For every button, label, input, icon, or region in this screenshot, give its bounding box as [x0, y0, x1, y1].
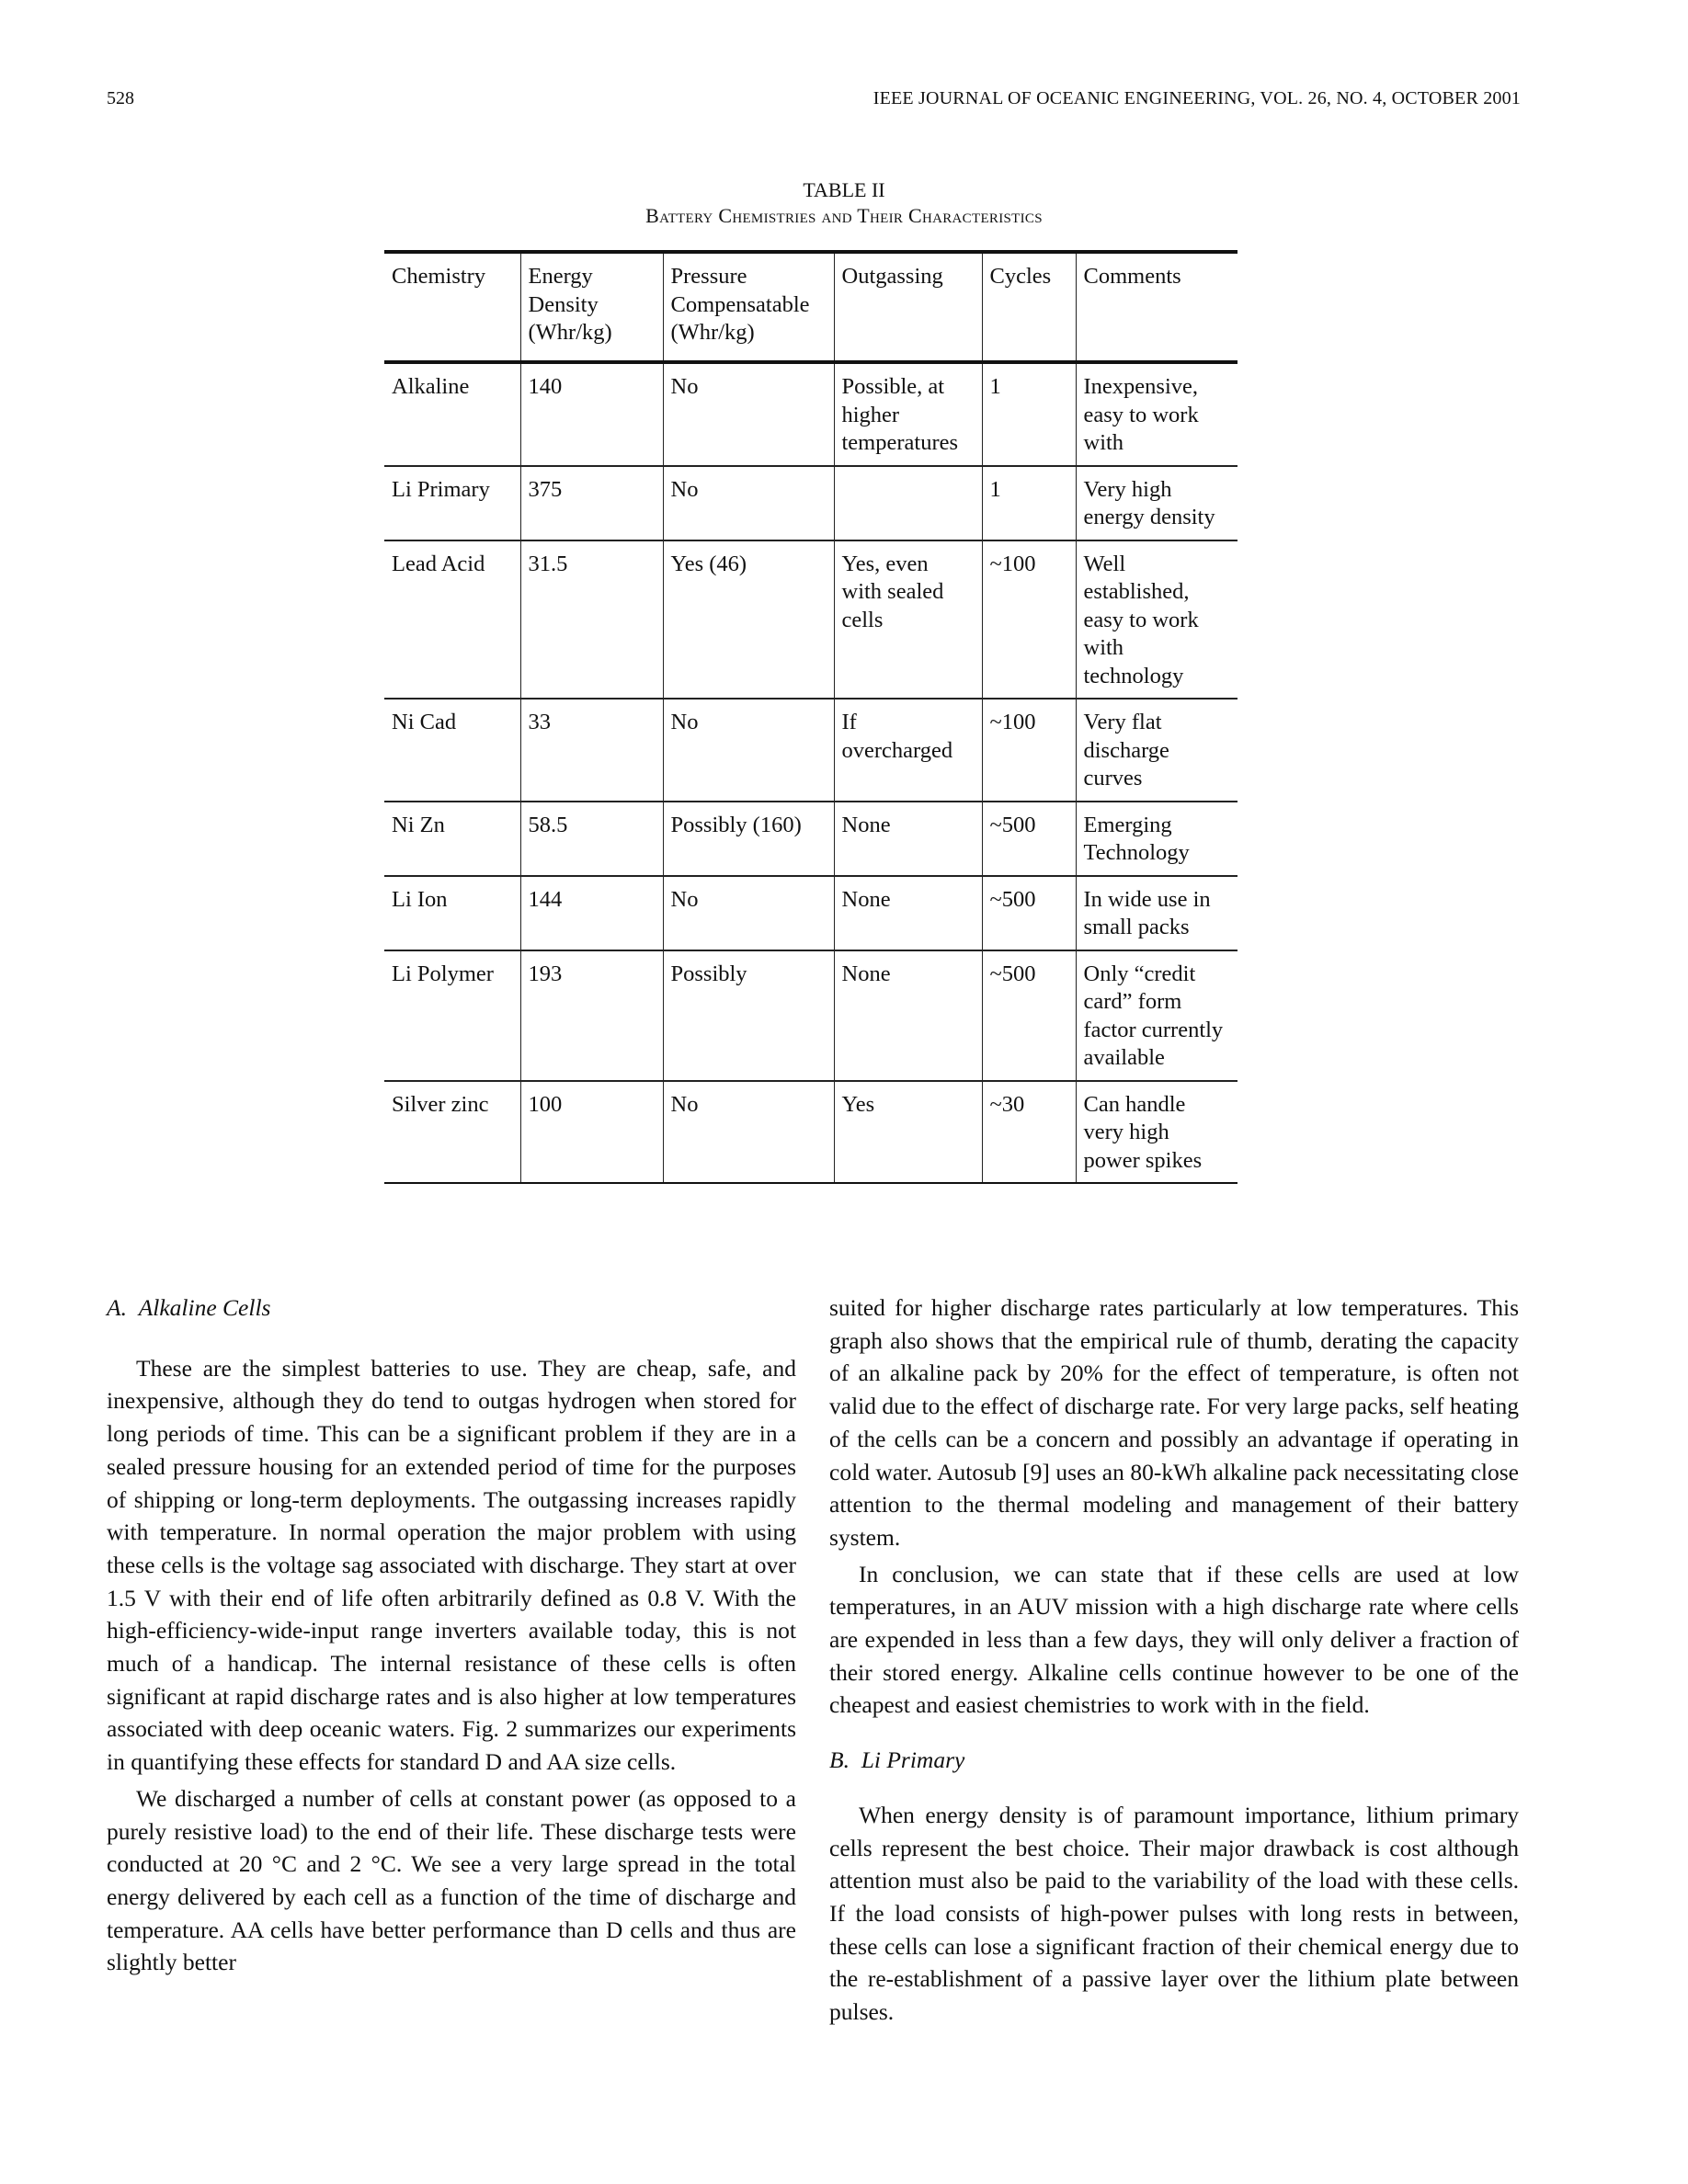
cell-pressure: Yes (46) [663, 540, 834, 700]
cell-line: available [1083, 1045, 1165, 1070]
cell-line: discharge [1083, 737, 1169, 763]
cell-pressure: Possibly (160) [663, 802, 834, 876]
cell-line: Very flat [1083, 710, 1162, 734]
column-header [834, 252, 982, 362]
paragraph: In conclusion, we can state that if these cells are used at low temperatures, in an AUV mission with a high discharge rate where cells are expended in less than a few days, they will only deliver a fraction of their stored energy. Alkaline cells continue however to be one of the cheapest and easiest chemistries to work with in the field. [829, 1560, 1519, 1719]
cell-outgassing [834, 1081, 982, 1184]
cell-line: power spikes [1083, 1147, 1203, 1173]
cell-comments [1076, 876, 1237, 950]
cell-line: In wide use in [1083, 886, 1211, 912]
table-row [384, 699, 1237, 802]
table-row [384, 540, 1237, 700]
cell-pressure: No [663, 1081, 834, 1184]
column-header [1076, 252, 1237, 362]
cell-comments [1076, 699, 1237, 802]
cell-energy: 140 [520, 362, 663, 466]
cell-energy: 100 [520, 1081, 663, 1184]
column-header-line: Cycles [989, 264, 1052, 289]
cell-line: None [841, 812, 891, 837]
cell-chemistry: Li Ion [384, 876, 520, 950]
cell-line: None [841, 961, 891, 986]
cell-line: energy density [1083, 505, 1215, 529]
table-row [384, 950, 1237, 1081]
cell-line: Inexpensive, [1083, 374, 1198, 399]
column-header-line: Compensatable [670, 291, 810, 317]
paragraph: These are the simplest batteries to use. They are cheap, safe, and inexpensive, although they do tend to outgas hydrogen when stored for long periods of time. This can be a significant problem if they are in a sealed pressure housing for an extended period of time for the purposes of shipping or long-term deployments. The outgassing increases rapidly with temperature. In normal operation the major problem with using these cells is the voltage sag associated with discharge. They start at over 1.5 V with their end of life often arbitrarily defined as 0.8 V. With the high-efficiency-wide-input range inverters available today, this is not much of a handicap. The internal resistance of these cells is often significant at rapid discharge rates and is also higher at low temperatures associated with deep oceanic waters. Fig. 2 summarizes our experiments in quantifying these effects for standard D and AA size cells. [107, 1354, 796, 1776]
cell-outgassing [834, 950, 982, 1081]
cell-outgassing [834, 466, 982, 540]
cell-cycles: ~30 [982, 1081, 1076, 1184]
cell-cycles: ~500 [982, 950, 1076, 1081]
table-body [384, 362, 1237, 1183]
cell-line: Very high [1083, 476, 1172, 502]
cell-chemistry: Silver zinc [384, 1081, 520, 1184]
column-header-line: Chemistry [392, 264, 486, 289]
column-header [663, 252, 834, 362]
table-row [384, 466, 1237, 540]
cell-line: with [1083, 430, 1124, 455]
cell-line: Only “credit [1083, 961, 1196, 986]
cell-cycles: 1 [982, 466, 1076, 540]
cell-pressure: No [663, 876, 834, 950]
cell-chemistry: Ni Cad [384, 699, 520, 802]
column-header-line: Pressure [670, 264, 747, 289]
cell-line: established, [1083, 579, 1190, 604]
cell-line: Well [1083, 551, 1126, 576]
cell-line: Technology [1083, 840, 1190, 865]
table-row [384, 876, 1237, 950]
cell-line: If [841, 710, 857, 734]
table-row [384, 802, 1237, 876]
page-number: 528 [107, 88, 134, 108]
column-header [982, 252, 1076, 362]
paragraph: suited for higher discharge rates particularly at low temperatures. This graph also shows that the empirical rule of thumb, derating the capacity of an alkaline pack by 20% for the effect of temperature, is often not valid due to the effect of discharge rate. For very large packs, self heating of the cells can be a concern and possibly an advantage if operating in cold water. Autosub [9] uses an 80-kWh alkaline pack necessitating close attention to the thermal modeling and management of their battery system. [829, 1294, 1519, 1551]
cell-cycles: ~500 [982, 802, 1076, 876]
cell-line: Yes, even [841, 551, 929, 576]
cell-comments [1076, 466, 1237, 540]
cell-energy: 31.5 [520, 540, 663, 700]
cell-line: higher [841, 402, 900, 427]
cell-energy: 193 [520, 950, 663, 1081]
running-header: IEEE JOURNAL OF OCEANIC ENGINEERING, VOL. 26, NO. 4, OCTOBER 2001 [873, 88, 1521, 108]
left-column [107, 1291, 796, 1979]
cell-comments [1076, 362, 1237, 466]
cell-pressure: No [663, 466, 834, 540]
cell-line: curves [1083, 766, 1143, 791]
cell-line: easy to work [1083, 402, 1199, 427]
cell-line: Can handle [1083, 1091, 1186, 1117]
cell-chemistry: Ni Zn [384, 802, 520, 876]
cell-line: with sealed [841, 579, 944, 604]
cell-line: overcharged [841, 737, 953, 763]
section-heading-alkaline: A. Alkaline Cells [107, 1294, 271, 1321]
cell-line: card” form [1083, 989, 1182, 1014]
cell-energy: 33 [520, 699, 663, 802]
cell-outgassing [834, 362, 982, 466]
cell-chemistry: Li Primary [384, 466, 520, 540]
column-header [520, 252, 663, 362]
column-header-line: Comments [1083, 264, 1181, 289]
paragraph: We discharged a number of cells at constant power (as opposed to a purely resistive load) to the end of their life. These discharge tests were conducted at 20 °C and 2 °C. We see a very large spread in the total energy delivered by each cell as a function of the time of discharge and temperature. AA cells have better performance than D cells and thus are slightly better [107, 1784, 796, 1976]
cell-cycles: ~100 [982, 540, 1076, 700]
column-header-line: (Whr/kg) [670, 320, 755, 345]
cell-chemistry: Lead Acid [384, 540, 520, 700]
cell-cycles: 1 [982, 362, 1076, 466]
cell-outgassing [834, 540, 982, 700]
table-row [384, 1081, 1237, 1184]
column-header [384, 252, 520, 362]
cell-line: Emerging [1083, 812, 1172, 837]
cell-line: temperatures [841, 430, 959, 455]
cell-line: Possible, at [841, 374, 945, 399]
cell-pressure: No [663, 699, 834, 802]
table-row [384, 362, 1237, 466]
column-header-line: Density [528, 291, 599, 317]
cell-line: small packs [1083, 915, 1190, 939]
cell-pressure: No [663, 362, 834, 466]
table-header-row [384, 252, 1237, 362]
cell-energy: 58.5 [520, 802, 663, 876]
cell-chemistry: Li Polymer [384, 950, 520, 1081]
cell-line: easy to work [1083, 607, 1199, 632]
cell-line: very high [1083, 1120, 1169, 1144]
cell-comments [1076, 540, 1237, 700]
cell-energy: 375 [520, 466, 663, 540]
column-header-line: Energy [528, 264, 593, 289]
cell-outgassing [834, 699, 982, 802]
cell-line: Yes [841, 1091, 875, 1117]
cell-comments [1076, 802, 1237, 876]
cell-energy: 144 [520, 876, 663, 950]
cell-line: technology [1083, 663, 1184, 688]
cell-pressure: Possibly [663, 950, 834, 1081]
section-heading-li-primary: B. Li Primary [829, 1746, 965, 1774]
cell-cycles: ~100 [982, 699, 1076, 802]
right-column [829, 1291, 1519, 2029]
cell-line: factor currently [1083, 1017, 1224, 1042]
battery-table [384, 250, 1237, 1184]
cell-line: with [1083, 635, 1124, 660]
cell-comments [1076, 950, 1237, 1081]
column-header-line: Outgassing [841, 264, 943, 289]
column-header-line: (Whr/kg) [528, 320, 612, 345]
cell-chemistry: Alkaline [384, 362, 520, 466]
cell-line: None [841, 886, 891, 912]
table-title: Battery Chemistries and Their Characteristics [645, 204, 1043, 227]
cell-comments [1076, 1081, 1237, 1184]
table-label: TABLE II [803, 178, 885, 201]
cell-outgassing [834, 802, 982, 876]
paragraph: When energy density is of paramount importance, lithium primary cells represent the best choice. Their major drawback is cost although attention must also be paid to the variability of the load with these cells. If the load consists of high-power pulses with long rests in between, these cells can lose a significant fraction of their chemical energy due to the re-establishment of a passive layer over the lithium plate between pulses. [829, 1801, 1519, 2026]
cell-cycles: ~500 [982, 876, 1076, 950]
cell-line: cells [841, 607, 884, 632]
cell-outgassing [834, 876, 982, 950]
table-caption [0, 177, 1688, 229]
